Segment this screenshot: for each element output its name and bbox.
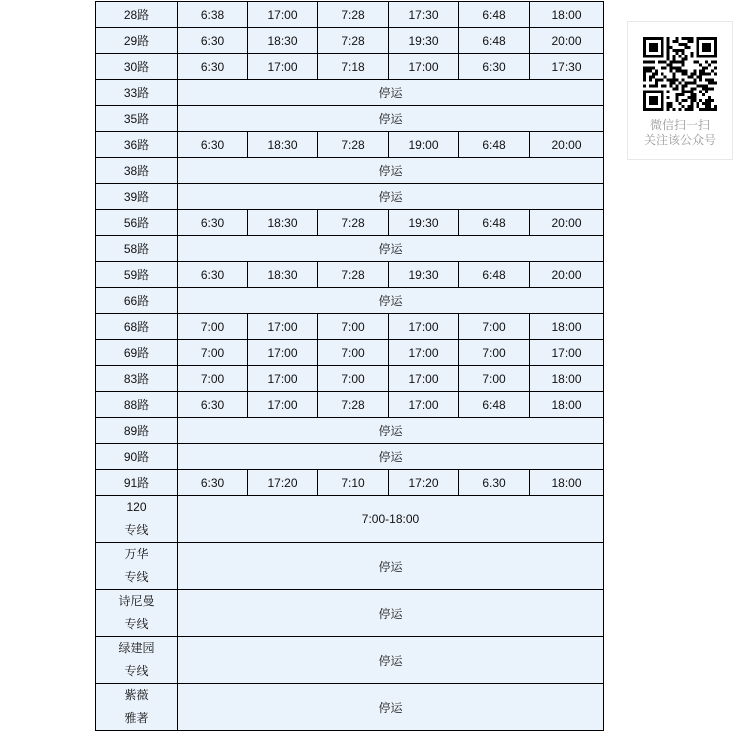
table-row: [96, 106, 604, 132]
route-label: 120: [126, 500, 147, 514]
time-cell: 17:00: [389, 54, 459, 80]
time-cell: 7:28: [318, 392, 389, 418]
status-cell: 停运: [178, 80, 604, 106]
route-label: 58路: [123, 241, 150, 256]
time-cell: 20:00: [530, 132, 604, 158]
time-cell: 7:00: [178, 340, 248, 366]
status-cell: 停运: [178, 288, 604, 314]
route-label: 万华: [124, 547, 149, 561]
time-cell: 6:38: [178, 2, 248, 28]
route-label: 68路: [123, 319, 150, 334]
time-cell: 6:30: [178, 132, 248, 158]
table-row: [96, 340, 604, 366]
route-cell: [96, 288, 178, 314]
route-cell: [96, 80, 178, 106]
bus-schedule-table: [95, 1, 604, 731]
route-cell: [96, 470, 178, 496]
route-cell: [96, 590, 178, 637]
table-row: [96, 684, 604, 731]
status-cell: 停运: [178, 590, 604, 637]
time-cell: 7:28: [318, 2, 389, 28]
time-cell: 7:00: [178, 366, 248, 392]
route-label: 29路: [123, 33, 150, 48]
time-cell: 17:30: [530, 54, 604, 80]
table-row: [96, 132, 604, 158]
route-label: 83路: [123, 371, 150, 386]
route-label: 专线: [124, 664, 149, 678]
table-row: [96, 496, 604, 543]
route-cell: [96, 2, 178, 28]
route-label: 专线: [124, 523, 149, 537]
status-cell: 停运: [178, 236, 604, 262]
time-cell: 20:00: [530, 210, 604, 236]
route-label: 绿建园: [118, 641, 155, 655]
time-cell: 7:00: [459, 314, 530, 340]
time-cell: 18:30: [248, 28, 318, 54]
table-row: [96, 543, 604, 590]
table-row: [96, 210, 604, 236]
qr-panel: [627, 21, 733, 160]
time-cell: 7:00: [178, 314, 248, 340]
route-cell: [96, 340, 178, 366]
route-cell: [96, 637, 178, 684]
qr-caption-line2: 关注该公众号: [643, 133, 716, 147]
time-cell: 7:28: [318, 132, 389, 158]
table-row: [96, 590, 604, 637]
schedule-body: [96, 2, 604, 731]
route-label: 89路: [123, 423, 150, 438]
route-label: 28路: [123, 7, 150, 22]
table-row: [96, 314, 604, 340]
route-label: 91路: [123, 475, 150, 490]
qr-code-icon: [643, 37, 717, 111]
route-cell: [96, 314, 178, 340]
time-cell: 17:00: [248, 2, 318, 28]
time-cell: 17:00: [530, 340, 604, 366]
route-cell: [96, 543, 178, 590]
time-cell: 7:28: [318, 262, 389, 288]
time-cell: 7:28: [318, 210, 389, 236]
table-row: [96, 28, 604, 54]
route-label: 56路: [123, 215, 150, 230]
time-cell: 18:30: [248, 262, 318, 288]
time-cell: 19:30: [389, 210, 459, 236]
time-cell: 7:10: [318, 470, 389, 496]
route-label: 专线: [124, 570, 149, 584]
table-row: [96, 418, 604, 444]
route-cell: [96, 28, 178, 54]
time-cell: 6:30: [178, 470, 248, 496]
time-cell: 17:00: [389, 314, 459, 340]
time-cell: 17:00: [389, 366, 459, 392]
time-cell: 19:30: [389, 262, 459, 288]
route-label: 59路: [123, 267, 150, 282]
status-cell: 7:00-18:00: [178, 496, 604, 543]
time-cell: 20:00: [530, 28, 604, 54]
route-label: 69路: [123, 345, 150, 360]
qr-caption-line1: 微信扫一扫: [649, 118, 710, 132]
time-cell: 18:00: [530, 470, 604, 496]
time-cell: 20:00: [530, 262, 604, 288]
time-cell: 17:20: [389, 470, 459, 496]
status-cell: 停运: [178, 106, 604, 132]
table-row: [96, 637, 604, 684]
route-cell: [96, 366, 178, 392]
time-cell: 19:30: [389, 28, 459, 54]
route-label: 专线: [124, 617, 149, 631]
time-cell: 18:30: [248, 210, 318, 236]
time-cell: 17:20: [248, 470, 318, 496]
route-label: 诗尼曼: [118, 594, 155, 608]
route-cell: [96, 444, 178, 470]
route-label: 36路: [123, 137, 150, 152]
time-cell: 6:48: [459, 28, 530, 54]
table-row: [96, 158, 604, 184]
route-cell: [96, 132, 178, 158]
table-row: [96, 80, 604, 106]
route-label: 33路: [123, 85, 150, 100]
time-cell: 7:00: [459, 340, 530, 366]
table-row: [96, 54, 604, 80]
time-cell: 17:00: [389, 392, 459, 418]
route-label: 90路: [123, 449, 150, 464]
status-cell: 停运: [178, 418, 604, 444]
status-cell: 停运: [178, 184, 604, 210]
route-label: 紫薇: [124, 688, 149, 702]
time-cell: 17:00: [248, 54, 318, 80]
route-cell: [96, 210, 178, 236]
time-cell: 7:00: [318, 340, 389, 366]
time-cell: 18:00: [530, 2, 604, 28]
table-row: [96, 184, 604, 210]
time-cell: 6:48: [459, 392, 530, 418]
time-cell: 7:00: [459, 366, 530, 392]
table-row: [96, 470, 604, 496]
time-cell: 17:00: [248, 340, 318, 366]
table-row: [96, 236, 604, 262]
table-row: [96, 444, 604, 470]
time-cell: 17:00: [248, 314, 318, 340]
route-cell: [96, 496, 178, 543]
time-cell: 17:00: [389, 340, 459, 366]
time-cell: 6:30: [178, 28, 248, 54]
status-cell: 停运: [178, 684, 604, 731]
time-cell: 6:30: [178, 262, 248, 288]
time-cell: 7:00: [318, 314, 389, 340]
route-cell: [96, 158, 178, 184]
table-row: [96, 392, 604, 418]
route-cell: [96, 106, 178, 132]
time-cell: 6:30: [178, 210, 248, 236]
route-label: 35路: [123, 111, 150, 126]
route-cell: [96, 418, 178, 444]
table-row: [96, 288, 604, 314]
time-cell: 7:00: [318, 366, 389, 392]
status-cell: 停运: [178, 543, 604, 590]
route-cell: [96, 236, 178, 262]
route-label: 66路: [123, 293, 150, 308]
time-cell: 6:48: [459, 262, 530, 288]
route-label: 30路: [123, 59, 150, 74]
time-cell: 19:00: [389, 132, 459, 158]
time-cell: 17:00: [248, 366, 318, 392]
time-cell: 6:48: [459, 132, 530, 158]
time-cell: 6:30: [178, 54, 248, 80]
time-cell: 6:30: [178, 392, 248, 418]
time-cell: 6:48: [459, 2, 530, 28]
time-cell: 18:00: [530, 314, 604, 340]
table-row: [96, 2, 604, 28]
status-cell: 停运: [178, 444, 604, 470]
route-label: 39路: [123, 189, 150, 204]
time-cell: 7:28: [318, 28, 389, 54]
time-cell: 18:30: [248, 132, 318, 158]
table-row: [96, 366, 604, 392]
status-cell: 停运: [178, 637, 604, 684]
time-cell: 18:00: [530, 366, 604, 392]
time-cell: 18:00: [530, 392, 604, 418]
status-cell: 停运: [178, 158, 604, 184]
route-cell: [96, 184, 178, 210]
time-cell: 17:30: [389, 2, 459, 28]
route-cell: [96, 262, 178, 288]
table-row: [96, 262, 604, 288]
time-cell: 7:18: [318, 54, 389, 80]
route-cell: [96, 54, 178, 80]
route-label: 88路: [123, 397, 150, 412]
route-label: 雅著: [124, 711, 149, 725]
time-cell: 17:00: [248, 392, 318, 418]
time-cell: 6.30: [459, 470, 530, 496]
route-label: 38路: [123, 163, 150, 178]
time-cell: 6:48: [459, 210, 530, 236]
route-cell: [96, 392, 178, 418]
route-cell: [96, 684, 178, 731]
time-cell: 6:30: [459, 54, 530, 80]
